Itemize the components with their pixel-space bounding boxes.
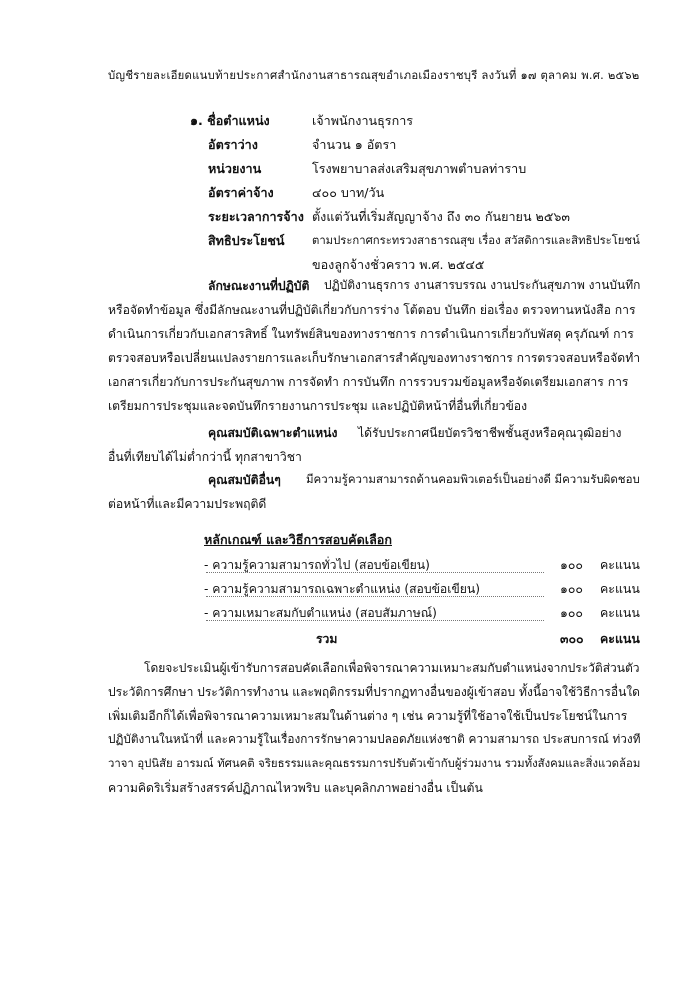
dotted-underline [206,620,544,621]
evaluation-line: โดยจะประเมินผู้เข้ารับการสอบคัดเลือกเพื่อพิจารณาความเหมาะสมกับตำแหน่งจากประวัติส่วนตัว [144,661,640,675]
criteria-unit: คะแนน [600,557,640,572]
criteria-unit: คะแนน [600,605,640,620]
other-qual-label: คุณสมบัติอื่นๆ [208,473,281,487]
other-qual-line: มีความรู้ความสามารถด้านคอมพิวเตอร์เป็นอย่างดี มีความรับผิดชอบ [306,472,640,486]
criteria-title: หลักเกณฑ์ และวิธีการสอบคัดเลือก [204,532,392,547]
dotted-underline [206,572,544,573]
period-label: ระยะเวลาการจ้าง [208,209,304,224]
evaluation-line: เพิ่มเติมอีกก็ได้เพื่อพิจารณาความเหมาะสมในด้านต่าง ๆ เช่น ความรู้ที่ใช้อาจใช้เป็นประโยชน์ในการ [108,709,628,723]
vacancy-value: จำนวน ๑ อัตรา [312,137,397,152]
criteria-total-score: ๓๐๐ [560,631,584,646]
specific-qual-line: ได้รับประกาศนียบัตรวิชาชีพชั้นสูงหรือคุณวุฒิอย่าง [358,426,622,440]
criteria-item: - ความเหมาะสมกับตำแหน่ง (สอบสัมภาษณ์) [204,606,437,620]
criteria-total-unit: คะแนน [600,631,640,646]
evaluation-line: วาจา อุปนิสัย อารมณ์ ทัศนคติ จริยธรรมและคุณธรรมการปรับตัวเข้ากับผู้ร่วมงาน รวมทั้งสังคมและสิ่งแวดล้อม [108,756,641,770]
specific-qual-label: คุณสมบัติเฉพาะตำแหน่ง [208,426,338,440]
criteria-score: ๑๐๐ [560,557,583,572]
position-number-label: ๑. ชื่อตำแหน่ง [190,113,270,128]
evaluation-line: ปฏิบัติงานในหน้าที่ และความรู้ในเรื่องการรักษาความปลอดภัยแห่งชาติ ความสามารถ ประสบการณ์ ท่วงที [108,732,641,746]
duties-line: เอกสารเกี่ยวกับการประกันสุขภาพ การจัดทำ การบันทึก การรวบรวมข้อมูลหรือจัดเตรียมเอกสาร การ [108,375,629,389]
criteria-item: - ความรู้ความสามารถทั่วไป (สอบข้อเขียน) [204,558,430,572]
criteria-unit: คะแนน [600,581,640,596]
specific-qual-line: อื่นที่เทียบได้ไม่ต่ำกว่านี้ ทุกสาขาวิชา [108,450,302,464]
criteria-item: - ความรู้ความสามารถเฉพาะตำแหน่ง (สอบข้อเขียน) [204,582,480,596]
duties-line: ดำเนินการเกี่ยวกับเอกสารสิทธิ์ ในทรัพย์สินของทางราชการ การดำเนินการเกี่ยวกับพัสดุ ครุภัณฑ์ การ [108,327,634,341]
evaluation-line: ประวัติการศึกษา ประวัติการทำงาน และพฤติกรรมที่ปรากฏทางอื่นของผู้เข้าสอบ ทั้งนี้อาจใช้วิธีการอื่นใด [108,685,641,699]
criteria-total-label: รวม [316,632,338,646]
document-header: บัญชีรายละเอียดแนบท้ายประกาศสำนักงานสาธารณสุขอำเภอเมืองราชบุรี ลงวันที่ ๑๗ ตุลาคม พ.ศ. ๒๕๖๒ [108,68,640,82]
benefit-label: สิทธิประโยชน์ [208,233,285,248]
duties-line: เตรียมการประชุมและจดบันทึกรายงานการประชุม และปฏิบัติหน้าที่อื่นที่เกี่ยวข้อง [108,399,528,413]
criteria-score: ๑๐๐ [560,605,583,620]
wage-label: อัตราค่าจ้าง [208,185,274,200]
duties-line: ปฏิบัติงานธุรการ งานสารบรรณ งานประกันสุขภาพ งานบันทึก [324,278,641,292]
period-value: ตั้งแต่วันที่เริ่มสัญญาจ้าง ถึง ๓๐ กันยายน ๒๕๖๓ [312,209,570,224]
position-name: เจ้าพนักงานธุรการ [312,113,414,128]
duties-label: ลักษณะงานที่ปฏิบัติ [208,279,310,293]
unit-label: หน่วยงาน [208,161,262,176]
duties-line: หรือจัดทำข้อมูล ซึ่งมีลักษณะงานที่ปฏิบัติเกี่ยวกับการร่าง โต้ตอบ บันทึก ย่อเรื่อง ตรวจทานหนังสือ การ [108,303,636,317]
wage-value: ๔๐๐ บาท/วัน [312,185,385,200]
duties-line: ตรวจสอบหรือเปลี่ยนแปลงรายการและเก็บรักษาเอกสารสำคัญของทางราชการ การตรวจสอบหรือจัดทำ [108,351,641,365]
benefit-value-line1: ตามประกาศกระทรวงสาธารณสุข เรื่อง สวัสดิการและสิทธิประโยชน์ [312,234,640,247]
other-qual-line: ต่อหน้าที่และมีความประพฤติดี [108,497,267,511]
vacancy-label: อัตราว่าง [208,137,258,152]
evaluation-line: ความคิดริเริ่มสร้างสรรค์ปฏิภาณไหวพริบ และบุคลิกภาพอย่างอื่น เป็นต้น [108,781,483,795]
criteria-score: ๑๐๐ [560,581,583,596]
unit-value: โรงพยาบาลส่งเสริมสุขภาพตำบลท่าราบ [312,161,527,176]
dotted-underline [206,596,544,597]
benefit-value-line2: ของลูกจ้างชั่วคราว พ.ศ. ๒๕๔๕ [312,257,485,272]
